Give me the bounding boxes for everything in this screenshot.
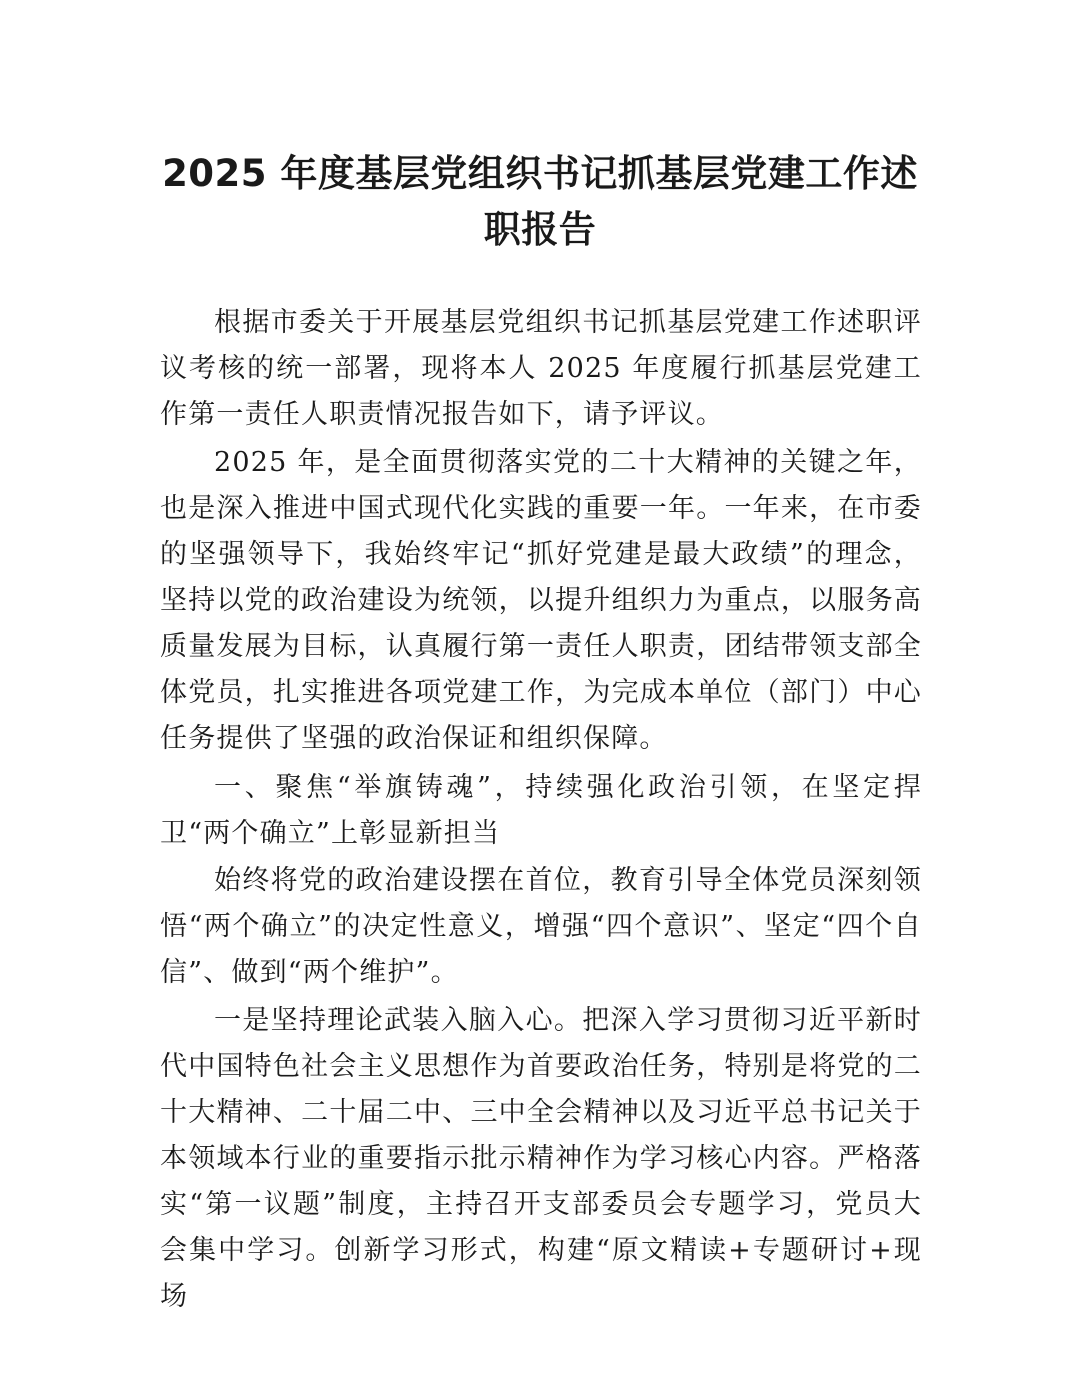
paragraph-section-1-summary: 始终将党的政治建设摆在首位，教育引导全体党员深刻领悟“两个确立”的决定性意义，增强“四个意识”、坚定“四个自信”、做到“两个维护”。 <box>160 865 922 988</box>
paragraph-overview: 2025 年，是全面贯彻落实党的二十大精神的关键之年，也是深入推进中国式现代化实践的重要一年。一年来，在市委的坚强领导下，我始终牢记“抓好党建是最大政绩”的理念，坚持以党的政治建设为统领，以提升组织力为重点，以服务高质量发展为目标，认真履行第一责任人职责，团结带领支部全体党员，扎实推进各项党建工作，为完成本单位（部门）中心任务提供了坚强的政治保证和组织保障。 <box>160 447 922 754</box>
title-line-2: 职报告 <box>483 208 597 251</box>
title-line-1: 2025 年度基层党组织书记抓基层党建工作述 <box>162 152 918 195</box>
document-title <box>150 146 930 258</box>
paragraph-point-1: 一是坚持理论武装入脑入心。把深入学习贯彻习近平新时代中国特色社会主义思想作为首要政治任务，特别是将党的二十大精神、二十届二中、三中全会精神以及习近平总书记关于本领域本行业的重要指示批示精神作为学习核心内容。严格落实“第一议题”制度，主持召开支部委员会专题学习，党员大会集中学习。创新学习形式，构建“原文精读+专题研讨+现场 <box>160 1005 922 1312</box>
section-heading-1: 一、聚焦“举旗铸魂”，持续强化政治引领，在坚定捍卫“两个确立”上彰显新担当 <box>160 772 922 849</box>
paragraph-intro: 根据市委关于开展基层党组织书记抓基层党建工作述职评议考核的统一部署，现将本人 2025 年度履行抓基层党建工作第一责任人职责情况报告如下，请予评议。 <box>160 307 922 430</box>
